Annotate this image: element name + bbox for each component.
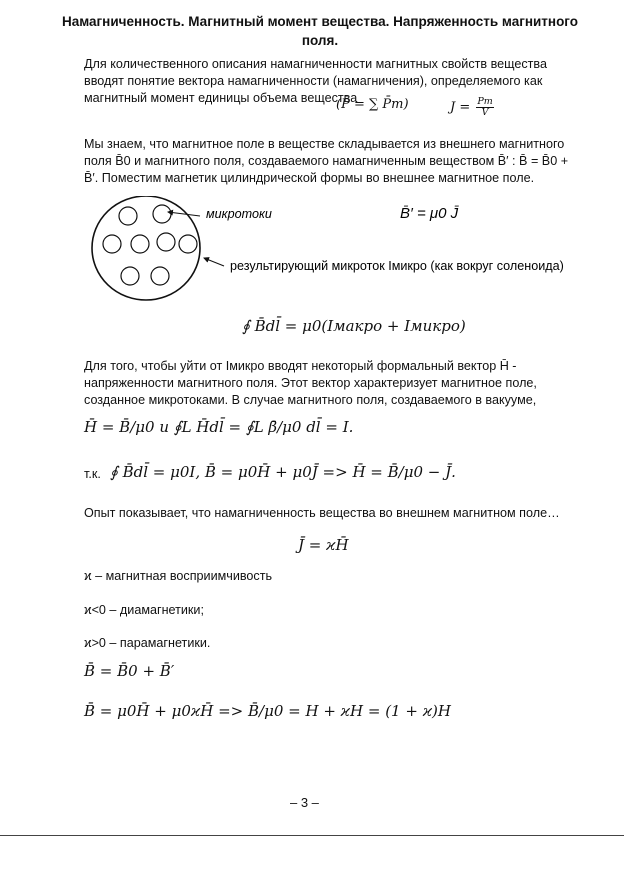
footer-divider: [0, 835, 624, 836]
page-title: Намагниченность. Магнитный момент вещества. Напряженность магнитного поля.: [61, 14, 579, 48]
kappa-diamagnetics: ϰ<0 – диамагнетики;: [84, 603, 204, 617]
kappa-definition: ϰ – магнитная восприимчивость: [84, 569, 273, 583]
fraction-denominator: V: [481, 107, 489, 118]
microcurrent-loop: [131, 235, 149, 253]
microcurrent-loop: [103, 235, 121, 253]
resulting-current-pointer: [204, 258, 224, 266]
formula-final: B̄ = μ0H̄ + μ0ϰH̄ => B̄/μ0 = H + ϰH = (1 + ϰ)H: [84, 702, 451, 720]
microcurrent-loops: [103, 205, 197, 285]
microcurrent-loop: [179, 235, 197, 253]
microcurrent-pointer: [168, 212, 200, 216]
kappa-paramagnetics: ϰ>0 – парамагнетики.: [84, 636, 211, 650]
formula-magnetization: [450, 97, 496, 118]
label-resulting-current: результирующий микроток Iмикро (как вокруг соленоида): [230, 259, 564, 273]
tk-prefix: т.к.: [84, 467, 101, 481]
paragraph-intro: Для количественного описания намагниченности магнитных свойств вещества вводят понятие вектора намагниченности (намагничения), определяемого как магнитный момент единицы объема вещества: [84, 57, 547, 105]
microcurrent-loop: [119, 207, 137, 225]
magnet-diagram: [88, 196, 578, 311]
paragraph-field-superposition: Мы знаем, что магнитное поле в веществе складывается из внешнего магнитного поля B̄0 и магнитного поля, создаваемого намагниченным веществом B̄′ : B̄ = B̄0 + B̄′. Поместим магнетик цилиндрической формы во внешнее магнитное поле.: [84, 137, 569, 185]
formula-magnetization-left: J =: [450, 100, 471, 115]
formula-b-sum: B̄ = B̄0 + B̄′: [84, 662, 175, 680]
formula-j-kappa: J̄ = ϰH̄: [298, 536, 349, 554]
microcurrent-loop: [151, 267, 169, 285]
paragraph-h-vector: Для того, чтобы уйти от Iмикро вводят некоторый формальный вектор H̄ - напряженности магнитного поля. Этот вектор характеризует магнитное поле, созданное микротоками. В случае магнитного поля, создаваемого в вакууме,: [84, 359, 537, 407]
formula-circulation: ∮ B̄dl̄ = μ0(Iмакро + Iмикро): [242, 317, 466, 335]
paragraph-experiment: Опыт показывает, что намагниченность вещества во внешнем магнитном поле…: [84, 506, 560, 520]
formula-magnetic-moment: (P̄ = ∑ P̄m): [336, 97, 409, 112]
microcurrent-loop: [157, 233, 175, 251]
cylinder-cross-section: [92, 196, 200, 300]
microcurrent-loop: [121, 267, 139, 285]
formula-magnetization-fraction: [476, 97, 493, 118]
microcurrent-loop: [153, 205, 171, 223]
formula-b-prime: B̄′ = μ0 J̄: [400, 205, 459, 222]
formula-tk: ∮ B̄dl̄ = μ0I, B̄ = μ0H̄ + μ0J̄ => H̄ = B̄/μ0 − J̄.: [110, 463, 456, 481]
fraction-numerator: Pm: [477, 96, 493, 107]
label-microcurrents: микротоки: [206, 207, 272, 221]
page-number: – 3 –: [290, 795, 319, 810]
formula-h-vacuum: H̄ = B̄/μ0 и ∮L H̄dl̄ = ∮L β̄/μ0 dl̄ = I.: [84, 418, 354, 436]
